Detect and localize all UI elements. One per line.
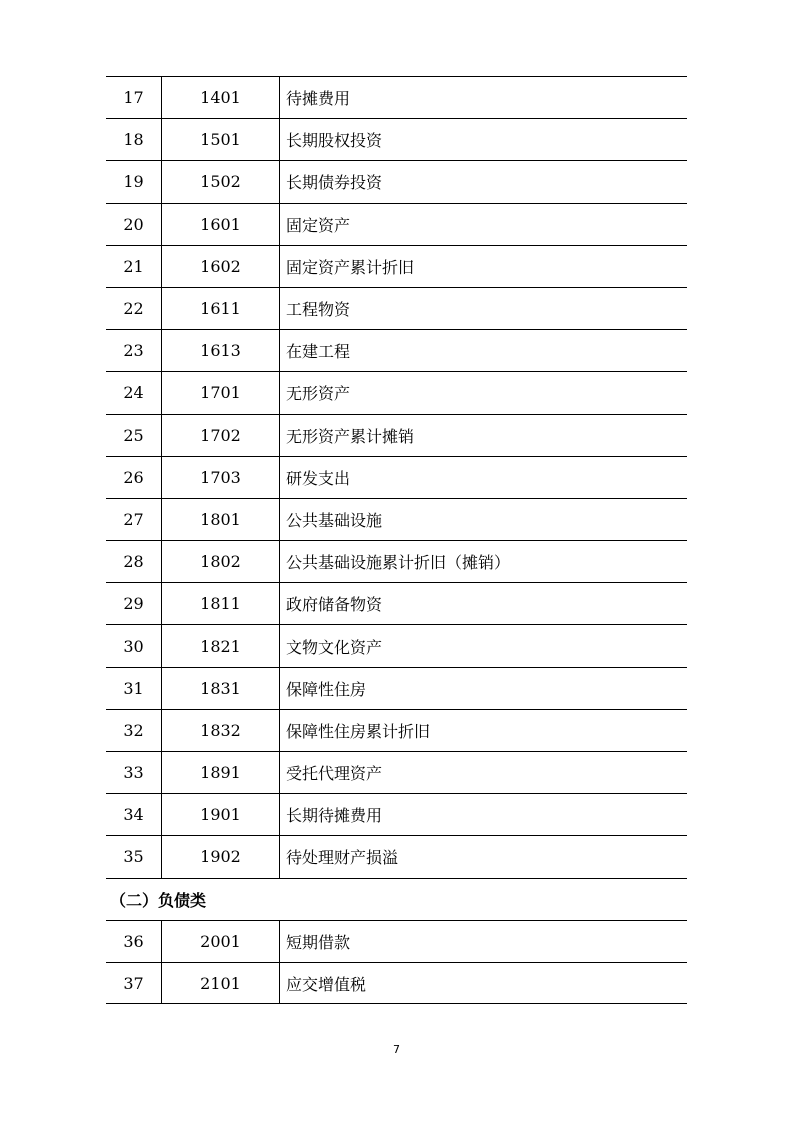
- account-name: 公共基础设施累计折旧（摊销）: [286, 553, 511, 573]
- account-code: 1891: [162, 752, 280, 793]
- row-number: 22: [106, 288, 162, 329]
- table-row: [106, 160, 687, 202]
- table-row: [106, 751, 687, 793]
- row-number: 33: [106, 752, 162, 793]
- account-name: 无形资产: [286, 384, 351, 404]
- account-name: 研发支出: [286, 468, 351, 488]
- row-number: 20: [106, 204, 162, 245]
- table-row: [106, 667, 687, 709]
- account-name: 固定资产累计折旧: [286, 257, 415, 277]
- table-row: [106, 329, 687, 371]
- row-number: 28: [106, 541, 162, 582]
- table-row: [106, 624, 687, 666]
- row-number: 37: [106, 963, 162, 1003]
- account-name: 保障性住房: [286, 679, 367, 699]
- account-name: 公共基础设施: [286, 510, 383, 530]
- account-code: 1611: [162, 288, 280, 329]
- account-name: 受托代理资产: [286, 764, 383, 784]
- table-row: [106, 76, 687, 118]
- table-row: [106, 835, 687, 877]
- account-code: 1801: [162, 499, 280, 540]
- row-number: 18: [106, 119, 162, 160]
- table-row: [106, 793, 687, 835]
- account-name: 固定资产: [286, 215, 351, 235]
- page-number: 7: [393, 1043, 400, 1056]
- account-code: 1802: [162, 541, 280, 582]
- account-name: 政府储备物资: [286, 595, 383, 615]
- table-row: [106, 582, 687, 624]
- account-name: 保障性住房累计折旧: [286, 721, 431, 741]
- row-number: 17: [106, 77, 162, 118]
- row-number: 27: [106, 499, 162, 540]
- account-code: 1821: [162, 625, 280, 666]
- account-code: 1811: [162, 583, 280, 624]
- account-name: 待摊费用: [286, 89, 351, 109]
- account-name: 待处理财产损溢: [286, 848, 399, 868]
- account-name: 长期债券投资: [286, 173, 383, 193]
- account-name: 无形资产累计摊销: [286, 426, 415, 446]
- account-code: 1401: [162, 77, 280, 118]
- row-number: 25: [106, 415, 162, 456]
- account-code: 1902: [162, 836, 280, 877]
- asset-rows: [106, 76, 687, 878]
- row-number: 29: [106, 583, 162, 624]
- account-code: 1601: [162, 204, 280, 245]
- table-row: [106, 962, 687, 1004]
- row-number: 26: [106, 457, 162, 498]
- table-row: [106, 245, 687, 287]
- account-table: [106, 76, 687, 1004]
- table-row: [106, 540, 687, 582]
- account-code: 1901: [162, 794, 280, 835]
- account-name: 在建工程: [286, 342, 351, 362]
- row-number: 34: [106, 794, 162, 835]
- account-code: 1602: [162, 246, 280, 287]
- table-row: [106, 371, 687, 413]
- row-number: 23: [106, 330, 162, 371]
- account-code: 1702: [162, 415, 280, 456]
- row-number: 32: [106, 710, 162, 751]
- table-row: [106, 456, 687, 498]
- account-code: 1502: [162, 161, 280, 202]
- section-header-liabilities: [106, 878, 687, 920]
- row-number: 21: [106, 246, 162, 287]
- account-code: 2101: [162, 963, 280, 1003]
- account-code: 1832: [162, 710, 280, 751]
- section-title: （二）负债类: [110, 890, 207, 910]
- table-row: [106, 498, 687, 540]
- account-name: 短期借款: [286, 932, 351, 952]
- table-row: [106, 203, 687, 245]
- account-code: 1613: [162, 330, 280, 371]
- table-row: [106, 709, 687, 751]
- account-name: 应交增值税: [286, 974, 367, 994]
- table-row: [106, 287, 687, 329]
- account-name: 工程物资: [286, 300, 351, 320]
- table-row: [106, 920, 687, 962]
- table-row: [106, 414, 687, 456]
- row-number: 31: [106, 668, 162, 709]
- account-name: 长期待摊费用: [286, 806, 383, 826]
- row-number: 30: [106, 625, 162, 666]
- account-code: 1831: [162, 668, 280, 709]
- account-name: 长期股权投资: [286, 131, 383, 151]
- row-number: 24: [106, 372, 162, 413]
- account-code: 1703: [162, 457, 280, 498]
- account-code: 1701: [162, 372, 280, 413]
- liability-rows: [106, 920, 687, 1004]
- table-row: [106, 118, 687, 160]
- row-number: 19: [106, 161, 162, 202]
- row-number: 35: [106, 836, 162, 877]
- account-code: 2001: [162, 921, 280, 962]
- account-name: 文物文化资产: [286, 637, 383, 657]
- account-code: 1501: [162, 119, 280, 160]
- row-number: 36: [106, 921, 162, 962]
